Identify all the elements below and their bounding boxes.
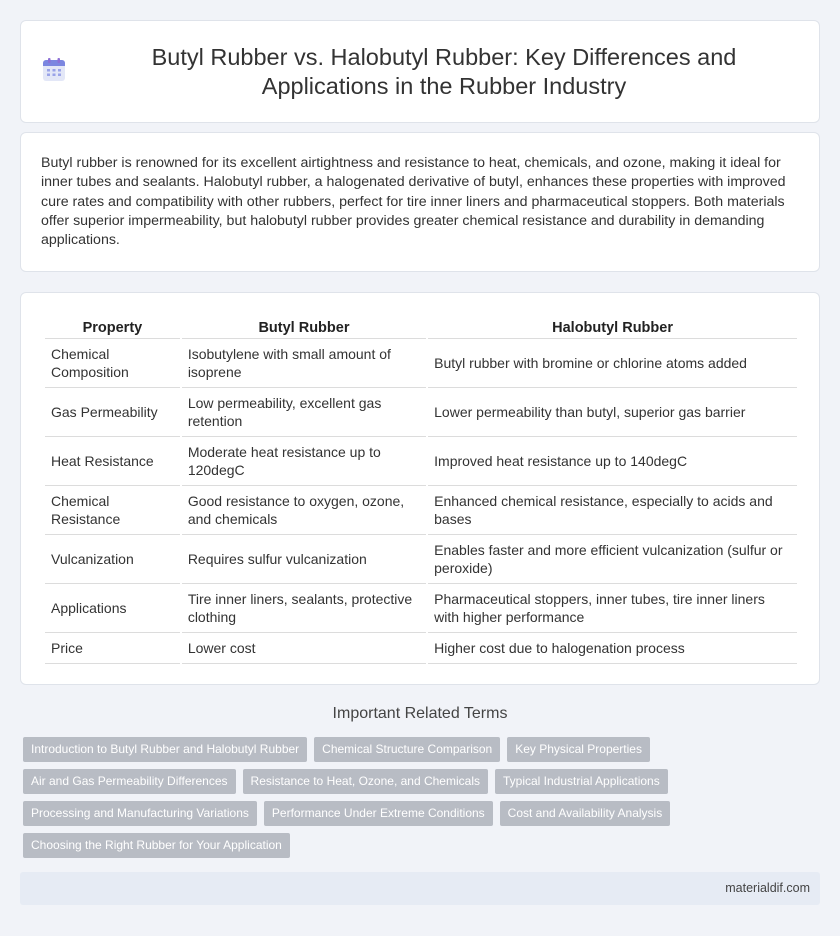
table-row: [45, 584, 797, 633]
intro-paragraph: Butyl rubber is renowned for its excellent airtightness and resistance to heat, chemicals, and ozone, making it ideal for inner tubes and sealants. Halobutyl rubber, a halogenated derivative of butyl, enhances these properties with improved cure rates and compatibility with other rubbers, perfect for tire inner liners and pharmaceutical stoppers. Both materials offer superior impermeability, but halobutyl rubber provides greater chemical resistance and durability in demanding applications.: [41, 155, 786, 249]
footer: [20, 872, 820, 905]
related-term-tag[interactable]: Introduction to Butyl Rubber and Halobutyl Rubber: [23, 737, 307, 762]
footer-site-link[interactable]: materialdif.com: [725, 881, 810, 895]
calendar-icon: [41, 57, 67, 83]
comparison-table: [43, 311, 799, 664]
related-term-tag[interactable]: Cost and Availability Analysis: [500, 801, 671, 826]
cell-butyl: Isobutylene with small amount of isoprene: [182, 339, 426, 388]
related-term-tag[interactable]: Choosing the Right Rubber for Your Application: [23, 833, 290, 858]
cell-property: Applications: [45, 584, 180, 633]
related-term-tag[interactable]: Chemical Structure Comparison: [314, 737, 500, 762]
cell-butyl: Low permeability, excellent gas retention: [182, 388, 426, 437]
page-title: Butyl Rubber vs. Halobutyl Rubber: Key Differences and Applications in the Rubber Industry: [151, 43, 737, 99]
table-row: [45, 535, 797, 584]
cell-property: Gas Permeability: [45, 388, 180, 437]
related-term-tag[interactable]: Performance Under Extreme Conditions: [264, 801, 493, 826]
table-row: [45, 339, 797, 388]
cell-property: Heat Resistance: [45, 437, 180, 486]
cell-halobutyl: Butyl rubber with bromine or chlorine atoms added: [428, 339, 797, 388]
related-term-tag[interactable]: Resistance to Heat, Ozone, and Chemicals: [243, 769, 488, 794]
cell-butyl: Lower cost: [182, 633, 426, 664]
table-row: [45, 437, 797, 486]
cell-property: Vulcanization: [45, 535, 180, 584]
cell-property: Chemical Resistance: [45, 486, 180, 535]
related-term-tag[interactable]: Air and Gas Permeability Differences: [23, 769, 236, 794]
cell-property: Price: [45, 633, 180, 664]
cell-butyl: Tire inner liners, sealants, protective clothing: [182, 584, 426, 633]
header-property: Property: [45, 311, 180, 339]
cell-halobutyl: Lower permeability than butyl, superior gas barrier: [428, 388, 797, 437]
related-terms-list: [23, 737, 817, 865]
comparison-table-card: [20, 292, 820, 685]
header-butyl: Butyl Rubber: [182, 311, 426, 339]
table-header-row: [45, 311, 797, 339]
cell-halobutyl: Improved heat resistance up to 140degC: [428, 437, 797, 486]
cell-butyl: Requires sulfur vulcanization: [182, 535, 426, 584]
cell-butyl: Moderate heat resistance up to 120degC: [182, 437, 426, 486]
related-term-tag[interactable]: Processing and Manufacturing Variations: [23, 801, 257, 826]
related-terms-heading: Important Related Terms: [332, 705, 508, 722]
title-wrap: [21, 43, 819, 101]
table-row: [45, 633, 797, 664]
table-row: [45, 486, 797, 535]
cell-butyl: Good resistance to oxygen, ozone, and chemicals: [182, 486, 426, 535]
title-card: [20, 20, 820, 123]
intro-card: [20, 132, 820, 272]
related-term-tag[interactable]: Typical Industrial Applications: [495, 769, 668, 794]
table-row: [45, 388, 797, 437]
cell-halobutyl: Enables faster and more efficient vulcanization (sulfur or peroxide): [428, 535, 797, 584]
cell-halobutyl: Pharmaceutical stoppers, inner tubes, tire inner liners with higher performance: [428, 584, 797, 633]
cell-halobutyl: Higher cost due to halogenation process: [428, 633, 797, 664]
cell-halobutyl: Enhanced chemical resistance, especially to acids and bases: [428, 486, 797, 535]
cell-property: Chemical Composition: [45, 339, 180, 388]
header-halobutyl: Halobutyl Rubber: [428, 311, 797, 339]
related-term-tag[interactable]: Key Physical Properties: [507, 737, 650, 762]
